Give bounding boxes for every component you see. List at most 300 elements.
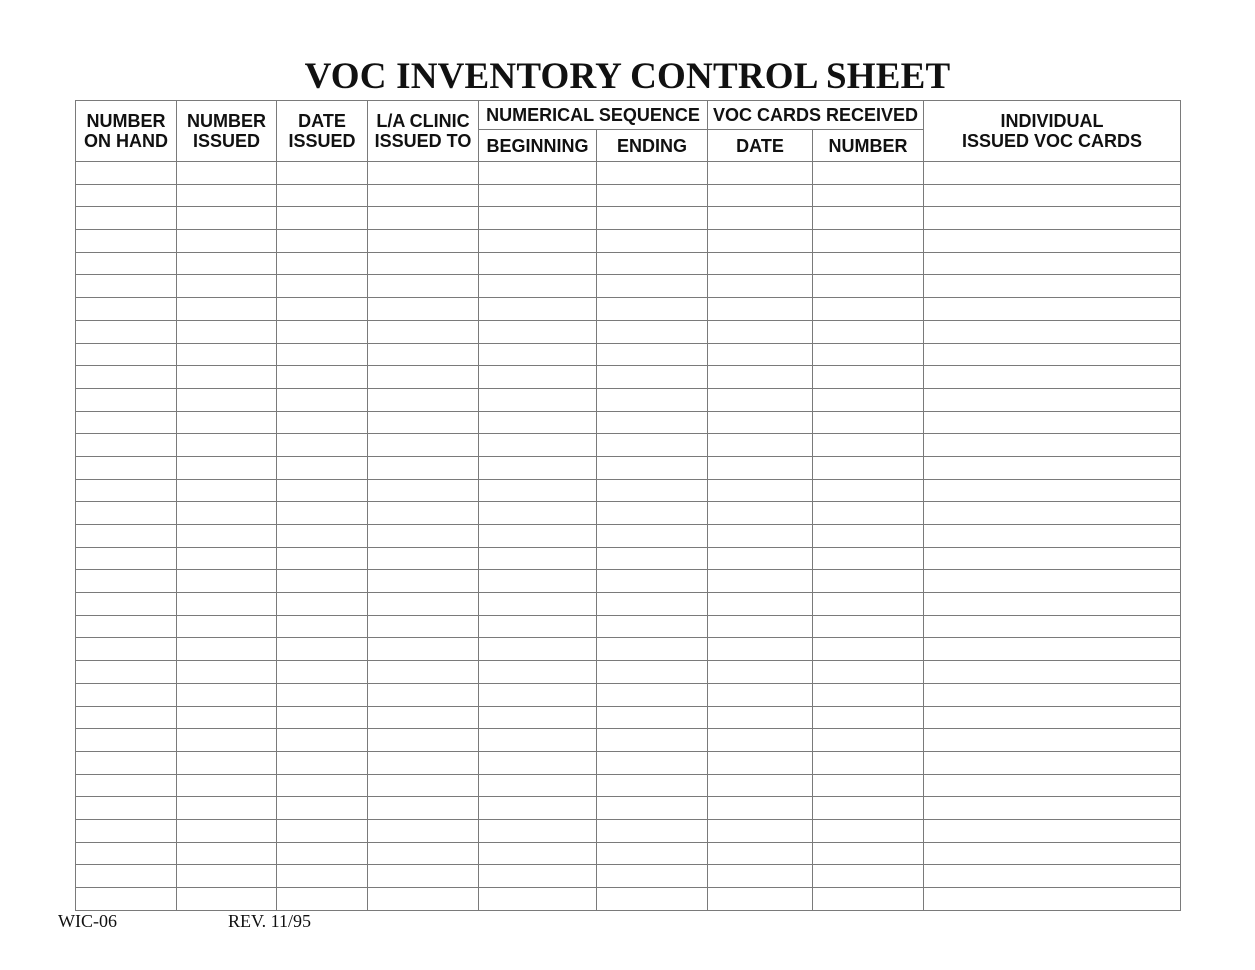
cell-sequence-beginning[interactable] bbox=[479, 343, 597, 366]
cell-sequence-beginning[interactable] bbox=[479, 706, 597, 729]
cell-received-date[interactable] bbox=[708, 343, 813, 366]
cell-number-issued[interactable] bbox=[177, 252, 277, 275]
cell-clinic-issued-to[interactable] bbox=[368, 683, 479, 706]
cell-clinic-issued-to[interactable] bbox=[368, 570, 479, 593]
cell-number-on-hand[interactable] bbox=[76, 343, 177, 366]
cell-individual-issued-voc-cards[interactable] bbox=[924, 661, 1181, 684]
cell-received-date[interactable] bbox=[708, 593, 813, 616]
cell-received-number[interactable] bbox=[813, 502, 924, 525]
cell-clinic-issued-to[interactable] bbox=[368, 797, 479, 820]
cell-clinic-issued-to[interactable] bbox=[368, 366, 479, 389]
cell-date-issued[interactable] bbox=[277, 888, 368, 911]
cell-clinic-issued-to[interactable] bbox=[368, 479, 479, 502]
cell-number-issued[interactable] bbox=[177, 547, 277, 570]
cell-individual-issued-voc-cards[interactable] bbox=[924, 525, 1181, 548]
cell-number-issued[interactable] bbox=[177, 661, 277, 684]
cell-number-on-hand[interactable] bbox=[76, 865, 177, 888]
cell-date-issued[interactable] bbox=[277, 525, 368, 548]
cell-number-issued[interactable] bbox=[177, 729, 277, 752]
cell-received-number[interactable] bbox=[813, 751, 924, 774]
cell-individual-issued-voc-cards[interactable] bbox=[924, 456, 1181, 479]
cell-received-number[interactable] bbox=[813, 615, 924, 638]
cell-date-issued[interactable] bbox=[277, 615, 368, 638]
cell-sequence-ending[interactable] bbox=[597, 683, 708, 706]
cell-sequence-ending[interactable] bbox=[597, 388, 708, 411]
cell-number-issued[interactable] bbox=[177, 842, 277, 865]
cell-number-issued[interactable] bbox=[177, 751, 277, 774]
cell-received-number[interactable] bbox=[813, 593, 924, 616]
cell-received-date[interactable] bbox=[708, 525, 813, 548]
cell-individual-issued-voc-cards[interactable] bbox=[924, 411, 1181, 434]
cell-individual-issued-voc-cards[interactable] bbox=[924, 366, 1181, 389]
cell-received-number[interactable] bbox=[813, 366, 924, 389]
cell-number-issued[interactable] bbox=[177, 797, 277, 820]
cell-clinic-issued-to[interactable] bbox=[368, 411, 479, 434]
cell-date-issued[interactable] bbox=[277, 298, 368, 321]
cell-number-issued[interactable] bbox=[177, 479, 277, 502]
cell-received-number[interactable] bbox=[813, 320, 924, 343]
cell-date-issued[interactable] bbox=[277, 502, 368, 525]
cell-date-issued[interactable] bbox=[277, 343, 368, 366]
cell-number-on-hand[interactable] bbox=[76, 184, 177, 207]
cell-received-date[interactable] bbox=[708, 615, 813, 638]
cell-received-number[interactable] bbox=[813, 547, 924, 570]
cell-sequence-beginning[interactable] bbox=[479, 751, 597, 774]
cell-received-number[interactable] bbox=[813, 865, 924, 888]
cell-date-issued[interactable] bbox=[277, 661, 368, 684]
cell-sequence-beginning[interactable] bbox=[479, 162, 597, 185]
cell-clinic-issued-to[interactable] bbox=[368, 525, 479, 548]
cell-clinic-issued-to[interactable] bbox=[368, 456, 479, 479]
cell-sequence-beginning[interactable] bbox=[479, 638, 597, 661]
cell-clinic-issued-to[interactable] bbox=[368, 434, 479, 457]
cell-received-number[interactable] bbox=[813, 525, 924, 548]
cell-date-issued[interactable] bbox=[277, 366, 368, 389]
cell-sequence-beginning[interactable] bbox=[479, 729, 597, 752]
cell-received-date[interactable] bbox=[708, 706, 813, 729]
cell-individual-issued-voc-cards[interactable] bbox=[924, 638, 1181, 661]
cell-number-issued[interactable] bbox=[177, 638, 277, 661]
cell-clinic-issued-to[interactable] bbox=[368, 842, 479, 865]
cell-received-date[interactable] bbox=[708, 865, 813, 888]
cell-sequence-beginning[interactable] bbox=[479, 570, 597, 593]
cell-date-issued[interactable] bbox=[277, 411, 368, 434]
cell-date-issued[interactable] bbox=[277, 865, 368, 888]
cell-sequence-ending[interactable] bbox=[597, 888, 708, 911]
cell-received-date[interactable] bbox=[708, 230, 813, 253]
cell-number-on-hand[interactable] bbox=[76, 162, 177, 185]
cell-received-date[interactable] bbox=[708, 547, 813, 570]
cell-date-issued[interactable] bbox=[277, 547, 368, 570]
cell-clinic-issued-to[interactable] bbox=[368, 751, 479, 774]
cell-clinic-issued-to[interactable] bbox=[368, 162, 479, 185]
cell-sequence-ending[interactable] bbox=[597, 547, 708, 570]
cell-individual-issued-voc-cards[interactable] bbox=[924, 184, 1181, 207]
cell-number-issued[interactable] bbox=[177, 343, 277, 366]
cell-sequence-beginning[interactable] bbox=[479, 479, 597, 502]
cell-sequence-ending[interactable] bbox=[597, 865, 708, 888]
cell-sequence-ending[interactable] bbox=[597, 298, 708, 321]
cell-individual-issued-voc-cards[interactable] bbox=[924, 593, 1181, 616]
cell-number-issued[interactable] bbox=[177, 683, 277, 706]
cell-sequence-ending[interactable] bbox=[597, 207, 708, 230]
cell-date-issued[interactable] bbox=[277, 638, 368, 661]
cell-received-date[interactable] bbox=[708, 683, 813, 706]
cell-number-issued[interactable] bbox=[177, 184, 277, 207]
cell-received-date[interactable] bbox=[708, 456, 813, 479]
cell-sequence-ending[interactable] bbox=[597, 434, 708, 457]
cell-number-on-hand[interactable] bbox=[76, 661, 177, 684]
cell-received-number[interactable] bbox=[813, 638, 924, 661]
cell-number-issued[interactable] bbox=[177, 320, 277, 343]
cell-received-number[interactable] bbox=[813, 706, 924, 729]
cell-number-issued[interactable] bbox=[177, 388, 277, 411]
cell-sequence-ending[interactable] bbox=[597, 162, 708, 185]
cell-number-issued[interactable] bbox=[177, 525, 277, 548]
cell-sequence-ending[interactable] bbox=[597, 366, 708, 389]
cell-number-issued[interactable] bbox=[177, 434, 277, 457]
cell-sequence-ending[interactable] bbox=[597, 275, 708, 298]
cell-individual-issued-voc-cards[interactable] bbox=[924, 388, 1181, 411]
cell-number-on-hand[interactable] bbox=[76, 797, 177, 820]
cell-number-on-hand[interactable] bbox=[76, 751, 177, 774]
cell-received-date[interactable] bbox=[708, 819, 813, 842]
cell-received-number[interactable] bbox=[813, 411, 924, 434]
cell-sequence-beginning[interactable] bbox=[479, 434, 597, 457]
cell-sequence-ending[interactable] bbox=[597, 706, 708, 729]
cell-received-number[interactable] bbox=[813, 162, 924, 185]
cell-number-issued[interactable] bbox=[177, 456, 277, 479]
cell-received-number[interactable] bbox=[813, 298, 924, 321]
cell-number-on-hand[interactable] bbox=[76, 479, 177, 502]
cell-sequence-ending[interactable] bbox=[597, 230, 708, 253]
cell-number-issued[interactable] bbox=[177, 706, 277, 729]
cell-clinic-issued-to[interactable] bbox=[368, 275, 479, 298]
cell-received-number[interactable] bbox=[813, 275, 924, 298]
cell-sequence-beginning[interactable] bbox=[479, 298, 597, 321]
cell-clinic-issued-to[interactable] bbox=[368, 343, 479, 366]
cell-number-issued[interactable] bbox=[177, 411, 277, 434]
cell-individual-issued-voc-cards[interactable] bbox=[924, 298, 1181, 321]
cell-received-date[interactable] bbox=[708, 207, 813, 230]
cell-received-date[interactable] bbox=[708, 320, 813, 343]
cell-received-date[interactable] bbox=[708, 661, 813, 684]
cell-individual-issued-voc-cards[interactable] bbox=[924, 275, 1181, 298]
cell-received-number[interactable] bbox=[813, 661, 924, 684]
cell-number-on-hand[interactable] bbox=[76, 819, 177, 842]
cell-received-date[interactable] bbox=[708, 751, 813, 774]
cell-number-on-hand[interactable] bbox=[76, 593, 177, 616]
cell-clinic-issued-to[interactable] bbox=[368, 502, 479, 525]
cell-received-number[interactable] bbox=[813, 683, 924, 706]
cell-sequence-ending[interactable] bbox=[597, 320, 708, 343]
cell-number-on-hand[interactable] bbox=[76, 888, 177, 911]
cell-received-date[interactable] bbox=[708, 638, 813, 661]
cell-individual-issued-voc-cards[interactable] bbox=[924, 320, 1181, 343]
cell-individual-issued-voc-cards[interactable] bbox=[924, 230, 1181, 253]
cell-received-number[interactable] bbox=[813, 729, 924, 752]
cell-number-issued[interactable] bbox=[177, 298, 277, 321]
cell-received-number[interactable] bbox=[813, 570, 924, 593]
table-header bbox=[76, 101, 1181, 162]
cell-number-on-hand[interactable] bbox=[76, 547, 177, 570]
cell-number-on-hand[interactable] bbox=[76, 275, 177, 298]
cell-clinic-issued-to[interactable] bbox=[368, 252, 479, 275]
cell-date-issued[interactable] bbox=[277, 230, 368, 253]
cell-received-date[interactable] bbox=[708, 434, 813, 457]
cell-received-number[interactable] bbox=[813, 252, 924, 275]
cell-clinic-issued-to[interactable] bbox=[368, 774, 479, 797]
cell-number-on-hand[interactable] bbox=[76, 570, 177, 593]
cell-received-number[interactable] bbox=[813, 456, 924, 479]
cell-received-date[interactable] bbox=[708, 162, 813, 185]
cell-received-number[interactable] bbox=[813, 842, 924, 865]
cell-sequence-beginning[interactable] bbox=[479, 366, 597, 389]
cell-individual-issued-voc-cards[interactable] bbox=[924, 207, 1181, 230]
cell-date-issued[interactable] bbox=[277, 797, 368, 820]
cell-sequence-beginning[interactable] bbox=[479, 842, 597, 865]
cell-sequence-beginning[interactable] bbox=[479, 615, 597, 638]
cell-received-number[interactable] bbox=[813, 230, 924, 253]
cell-received-number[interactable] bbox=[813, 888, 924, 911]
cell-received-number[interactable] bbox=[813, 184, 924, 207]
cell-individual-issued-voc-cards[interactable] bbox=[924, 434, 1181, 457]
cell-number-on-hand[interactable] bbox=[76, 842, 177, 865]
cell-sequence-beginning[interactable] bbox=[479, 388, 597, 411]
cell-number-issued[interactable] bbox=[177, 615, 277, 638]
cell-clinic-issued-to[interactable] bbox=[368, 638, 479, 661]
cell-date-issued[interactable] bbox=[277, 275, 368, 298]
cell-sequence-beginning[interactable] bbox=[479, 230, 597, 253]
cell-individual-issued-voc-cards[interactable] bbox=[924, 888, 1181, 911]
cell-individual-issued-voc-cards[interactable] bbox=[924, 162, 1181, 185]
cell-sequence-ending[interactable] bbox=[597, 615, 708, 638]
cell-sequence-beginning[interactable] bbox=[479, 502, 597, 525]
cell-sequence-ending[interactable] bbox=[597, 525, 708, 548]
cell-sequence-ending[interactable] bbox=[597, 638, 708, 661]
cell-received-date[interactable] bbox=[708, 275, 813, 298]
cell-sequence-ending[interactable] bbox=[597, 479, 708, 502]
cell-sequence-beginning[interactable] bbox=[479, 184, 597, 207]
cell-individual-issued-voc-cards[interactable] bbox=[924, 547, 1181, 570]
cell-individual-issued-voc-cards[interactable] bbox=[924, 502, 1181, 525]
cell-clinic-issued-to[interactable] bbox=[368, 661, 479, 684]
cell-date-issued[interactable] bbox=[277, 162, 368, 185]
cell-individual-issued-voc-cards[interactable] bbox=[924, 842, 1181, 865]
table-row bbox=[76, 729, 1181, 752]
cell-received-number[interactable] bbox=[813, 819, 924, 842]
cell-date-issued[interactable] bbox=[277, 184, 368, 207]
cell-clinic-issued-to[interactable] bbox=[368, 184, 479, 207]
cell-clinic-issued-to[interactable] bbox=[368, 320, 479, 343]
cell-sequence-beginning[interactable] bbox=[479, 547, 597, 570]
cell-clinic-issued-to[interactable] bbox=[368, 230, 479, 253]
cell-sequence-ending[interactable] bbox=[597, 661, 708, 684]
cell-number-on-hand[interactable] bbox=[76, 388, 177, 411]
cell-date-issued[interactable] bbox=[277, 683, 368, 706]
cell-sequence-beginning[interactable] bbox=[479, 207, 597, 230]
cell-number-on-hand[interactable] bbox=[76, 252, 177, 275]
cell-date-issued[interactable] bbox=[277, 706, 368, 729]
cell-date-issued[interactable] bbox=[277, 388, 368, 411]
cell-sequence-beginning[interactable] bbox=[479, 661, 597, 684]
cell-number-on-hand[interactable] bbox=[76, 638, 177, 661]
cell-sequence-ending[interactable] bbox=[597, 252, 708, 275]
cell-date-issued[interactable] bbox=[277, 819, 368, 842]
cell-clinic-issued-to[interactable] bbox=[368, 729, 479, 752]
cell-number-issued[interactable] bbox=[177, 162, 277, 185]
cell-clinic-issued-to[interactable] bbox=[368, 547, 479, 570]
cell-received-date[interactable] bbox=[708, 298, 813, 321]
cell-individual-issued-voc-cards[interactable] bbox=[924, 683, 1181, 706]
cell-date-issued[interactable] bbox=[277, 842, 368, 865]
cell-date-issued[interactable] bbox=[277, 456, 368, 479]
cell-sequence-beginning[interactable] bbox=[479, 888, 597, 911]
cell-sequence-beginning[interactable] bbox=[479, 819, 597, 842]
cell-date-issued[interactable] bbox=[277, 252, 368, 275]
cell-received-date[interactable] bbox=[708, 388, 813, 411]
cell-number-on-hand[interactable] bbox=[76, 456, 177, 479]
cell-date-issued[interactable] bbox=[277, 320, 368, 343]
cell-number-on-hand[interactable] bbox=[76, 706, 177, 729]
cell-received-date[interactable] bbox=[708, 366, 813, 389]
cell-date-issued[interactable] bbox=[277, 593, 368, 616]
cell-number-issued[interactable] bbox=[177, 366, 277, 389]
cell-sequence-beginning[interactable] bbox=[479, 456, 597, 479]
cell-number-issued[interactable] bbox=[177, 207, 277, 230]
cell-number-on-hand[interactable] bbox=[76, 411, 177, 434]
cell-date-issued[interactable] bbox=[277, 207, 368, 230]
cell-number-on-hand[interactable] bbox=[76, 366, 177, 389]
cell-received-date[interactable] bbox=[708, 570, 813, 593]
cell-number-on-hand[interactable] bbox=[76, 615, 177, 638]
cell-sequence-beginning[interactable] bbox=[479, 411, 597, 434]
cell-sequence-ending[interactable] bbox=[597, 593, 708, 616]
cell-number-on-hand[interactable] bbox=[76, 320, 177, 343]
cell-sequence-ending[interactable] bbox=[597, 729, 708, 752]
cell-individual-issued-voc-cards[interactable] bbox=[924, 751, 1181, 774]
cell-received-date[interactable] bbox=[708, 184, 813, 207]
cell-number-issued[interactable] bbox=[177, 502, 277, 525]
cell-received-date[interactable] bbox=[708, 252, 813, 275]
cell-individual-issued-voc-cards[interactable] bbox=[924, 865, 1181, 888]
cell-number-issued[interactable] bbox=[177, 593, 277, 616]
cell-sequence-ending[interactable] bbox=[597, 797, 708, 820]
cell-individual-issued-voc-cards[interactable] bbox=[924, 797, 1181, 820]
cell-number-on-hand[interactable] bbox=[76, 525, 177, 548]
cell-received-date[interactable] bbox=[708, 729, 813, 752]
table-row bbox=[76, 298, 1181, 321]
cell-received-date[interactable] bbox=[708, 888, 813, 911]
cell-clinic-issued-to[interactable] bbox=[368, 207, 479, 230]
cell-number-issued[interactable] bbox=[177, 570, 277, 593]
cell-number-issued[interactable] bbox=[177, 774, 277, 797]
cell-number-on-hand[interactable] bbox=[76, 298, 177, 321]
cell-sequence-ending[interactable] bbox=[597, 819, 708, 842]
cell-received-number[interactable] bbox=[813, 343, 924, 366]
cell-received-date[interactable] bbox=[708, 479, 813, 502]
cell-received-number[interactable] bbox=[813, 774, 924, 797]
cell-number-issued[interactable] bbox=[177, 819, 277, 842]
cell-number-on-hand[interactable] bbox=[76, 502, 177, 525]
cell-received-number[interactable] bbox=[813, 207, 924, 230]
cell-sequence-beginning[interactable] bbox=[479, 275, 597, 298]
cell-received-number[interactable] bbox=[813, 434, 924, 457]
cell-number-issued[interactable] bbox=[177, 888, 277, 911]
cell-date-issued[interactable] bbox=[277, 570, 368, 593]
cell-individual-issued-voc-cards[interactable] bbox=[924, 774, 1181, 797]
cell-number-issued[interactable] bbox=[177, 230, 277, 253]
cell-received-date[interactable] bbox=[708, 774, 813, 797]
cell-sequence-ending[interactable] bbox=[597, 751, 708, 774]
cell-date-issued[interactable] bbox=[277, 774, 368, 797]
cell-clinic-issued-to[interactable] bbox=[368, 298, 479, 321]
cell-number-on-hand[interactable] bbox=[76, 230, 177, 253]
cell-individual-issued-voc-cards[interactable] bbox=[924, 570, 1181, 593]
cell-received-date[interactable] bbox=[708, 842, 813, 865]
cell-clinic-issued-to[interactable] bbox=[368, 615, 479, 638]
cell-number-issued[interactable] bbox=[177, 275, 277, 298]
cell-individual-issued-voc-cards[interactable] bbox=[924, 615, 1181, 638]
cell-number-on-hand[interactable] bbox=[76, 683, 177, 706]
cell-date-issued[interactable] bbox=[277, 729, 368, 752]
cell-clinic-issued-to[interactable] bbox=[368, 865, 479, 888]
cell-sequence-ending[interactable] bbox=[597, 184, 708, 207]
cell-individual-issued-voc-cards[interactable] bbox=[924, 706, 1181, 729]
cell-sequence-beginning[interactable] bbox=[479, 865, 597, 888]
cell-clinic-issued-to[interactable] bbox=[368, 593, 479, 616]
cell-received-date[interactable] bbox=[708, 502, 813, 525]
cell-date-issued[interactable] bbox=[277, 751, 368, 774]
cell-clinic-issued-to[interactable] bbox=[368, 388, 479, 411]
cell-number-on-hand[interactable] bbox=[76, 207, 177, 230]
cell-number-on-hand[interactable] bbox=[76, 774, 177, 797]
cell-individual-issued-voc-cards[interactable] bbox=[924, 343, 1181, 366]
cell-received-number[interactable] bbox=[813, 388, 924, 411]
cell-individual-issued-voc-cards[interactable] bbox=[924, 252, 1181, 275]
cell-individual-issued-voc-cards[interactable] bbox=[924, 479, 1181, 502]
cell-individual-issued-voc-cards[interactable] bbox=[924, 729, 1181, 752]
cell-number-on-hand[interactable] bbox=[76, 729, 177, 752]
cell-clinic-issued-to[interactable] bbox=[368, 819, 479, 842]
cell-sequence-ending[interactable] bbox=[597, 411, 708, 434]
cell-date-issued[interactable] bbox=[277, 434, 368, 457]
cell-clinic-issued-to[interactable] bbox=[368, 706, 479, 729]
cell-received-number[interactable] bbox=[813, 797, 924, 820]
cell-sequence-beginning[interactable] bbox=[479, 593, 597, 616]
cell-number-on-hand[interactable] bbox=[76, 434, 177, 457]
cell-received-date[interactable] bbox=[708, 797, 813, 820]
cell-received-date[interactable] bbox=[708, 411, 813, 434]
cell-sequence-beginning[interactable] bbox=[479, 252, 597, 275]
cell-sequence-ending[interactable] bbox=[597, 502, 708, 525]
cell-sequence-beginning[interactable] bbox=[479, 797, 597, 820]
cell-individual-issued-voc-cards[interactable] bbox=[924, 819, 1181, 842]
cell-sequence-ending[interactable] bbox=[597, 570, 708, 593]
cell-sequence-beginning[interactable] bbox=[479, 320, 597, 343]
cell-sequence-beginning[interactable] bbox=[479, 525, 597, 548]
cell-sequence-ending[interactable] bbox=[597, 456, 708, 479]
cell-clinic-issued-to[interactable] bbox=[368, 888, 479, 911]
cell-sequence-ending[interactable] bbox=[597, 842, 708, 865]
cell-received-number[interactable] bbox=[813, 479, 924, 502]
cell-sequence-ending[interactable] bbox=[597, 343, 708, 366]
cell-number-issued[interactable] bbox=[177, 865, 277, 888]
cell-sequence-ending[interactable] bbox=[597, 774, 708, 797]
cell-sequence-beginning[interactable] bbox=[479, 683, 597, 706]
cell-sequence-beginning[interactable] bbox=[479, 774, 597, 797]
cell-date-issued[interactable] bbox=[277, 479, 368, 502]
